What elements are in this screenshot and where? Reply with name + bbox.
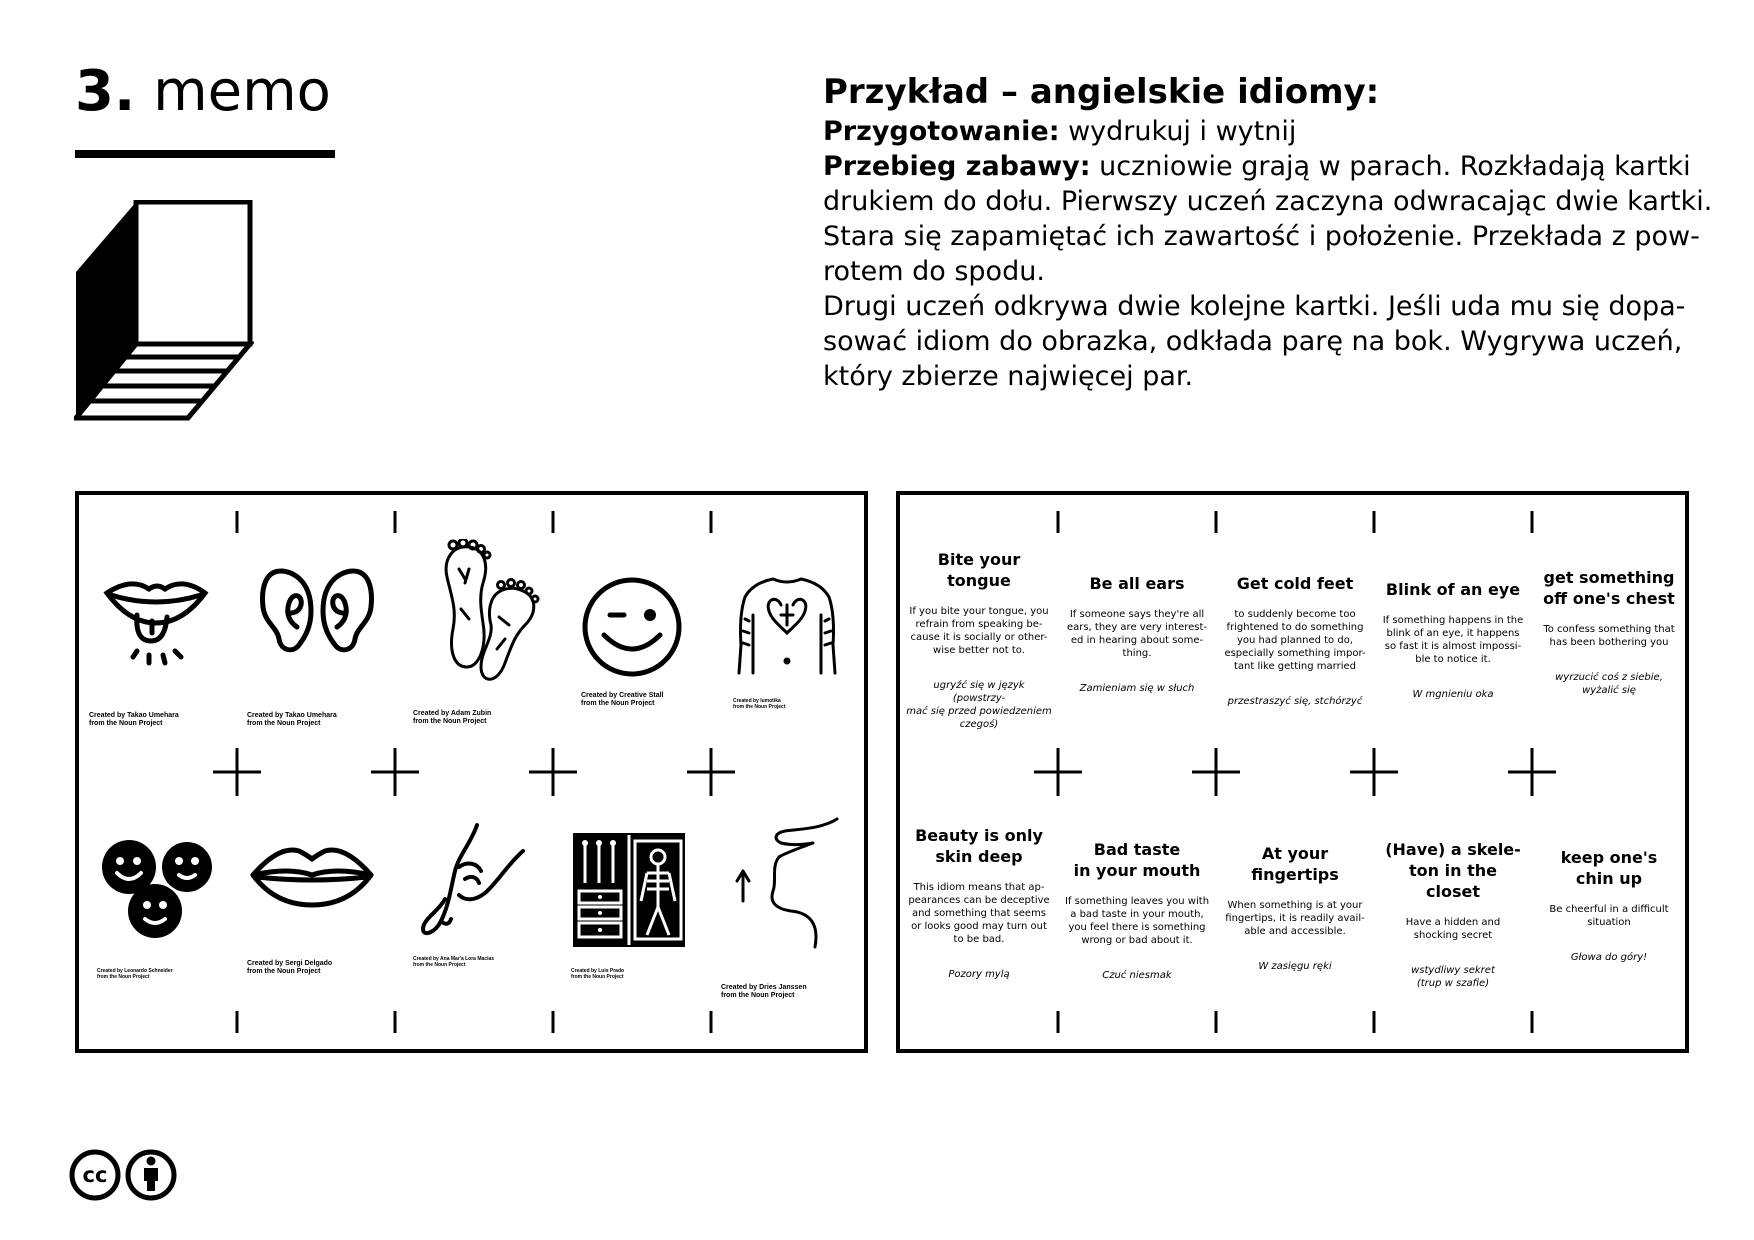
idiom-title: Beauty is only skin deep: [915, 826, 1043, 866]
tongue-out-mouth-icon: [101, 579, 211, 669]
idiom-translation: Zamieniam się w słuch: [1079, 683, 1195, 694]
idiom-definition: This idiom means that ap- pearances can be deceptive and something that seems or looks good may turn out to be bad.: [908, 882, 1050, 945]
attribution-person-icon: [128, 1152, 174, 1198]
page-title: [75, 59, 331, 124]
three-faces-icon: [99, 835, 217, 941]
lips-icon: [249, 841, 375, 911]
credit-line: Created by Takao Umehara from the Noun Project: [247, 712, 337, 727]
idiom-card: [1222, 843, 1368, 973]
idiom-definition: to suddenly become too frightened to do something you had planned to do, especially something impor- tant like getting married: [1224, 609, 1366, 672]
idiom-card: [906, 549, 1052, 731]
credit-line: Created by Dries Janssen from the Noun Project: [721, 984, 807, 999]
feet-icon: [439, 539, 543, 689]
skeleton-closet-icon: [571, 831, 687, 949]
idiom-title: Be all ears: [1089, 574, 1185, 593]
idiom-card: [1222, 573, 1368, 708]
credit-line: Created by Creative Stall from the Noun Project: [581, 692, 664, 707]
picture-cards-sheet: [75, 491, 868, 1053]
idiom-title: (Have) a skele- ton in the closet: [1385, 840, 1521, 901]
creative-commons-icon: [72, 1152, 118, 1198]
card-stack-icon: [74, 200, 254, 422]
preparation-line: Przygotowanie: wydrukuj i wytnij: [823, 116, 1297, 147]
title-underline: [75, 150, 335, 158]
idiom-definition: If something happens in the blink of an eye, it happens so fast it is almost impossi- ble to notice it.: [1382, 615, 1524, 665]
credit-line: Created by Takao Umehara from the Noun Project: [89, 712, 179, 727]
idiom-definition: To confess something that has been bothering you: [1543, 624, 1675, 648]
idiom-translation: przestraszyć się, stchórzyć: [1227, 696, 1363, 707]
credit-line: Created by Adam Zubin from the Noun Project: [413, 710, 492, 725]
course-line-5: Drugi uczeń odkrywa dwie kolejne kartki. Jeśli uda mu się dopa-: [823, 291, 1686, 322]
idiom-definition: Be cheerful in a difficult situation: [1549, 904, 1669, 928]
idiom-card: [1064, 573, 1210, 695]
course-line-3: Stara się zapamiętać ich zawartość i położenie. Przekłada z pow-: [823, 221, 1700, 252]
idiom-translation: wstydliwy sekret (trup w szafie): [1411, 965, 1495, 989]
idiom-cards-sheet: [896, 491, 1689, 1053]
idiom-card: [906, 825, 1052, 981]
idiom-card: [1380, 579, 1526, 701]
idiom-translation: Głowa do góry!: [1570, 952, 1648, 963]
idiom-card: [1536, 847, 1682, 964]
course-line-1: Przebieg zabawy: uczniowie grają w parach. Rozkładają kartki: [823, 151, 1691, 182]
idiom-card: [1536, 567, 1682, 697]
section-title: memo: [153, 59, 331, 124]
credit-line: Created by Ana Mar'a Lora Macias from the Noun Project: [413, 956, 495, 968]
idiom-title: Blink of an eye: [1385, 580, 1521, 599]
idiom-card: [1064, 839, 1210, 982]
idiom-definition: When something is at your fingertips, it is readily avail- able and accessible.: [1225, 900, 1365, 937]
idiom-definition: Have a hidden and shocking secret: [1405, 917, 1501, 941]
course-line-6: sować idiom do obrazka, odkłada parę na bok. Wygrywa uczeń,: [823, 326, 1683, 357]
instructions: [823, 72, 1723, 394]
idiom-translation: W mgnieniu oka: [1412, 689, 1494, 700]
idiom-translation: Czuć niesmak: [1102, 970, 1172, 981]
idiom-title: get something off one's chest: [1543, 568, 1675, 608]
cc-by-license: [68, 1148, 180, 1202]
idiom-translation: wyrzucić coś z siebie, wyżalić się: [1555, 672, 1663, 696]
section-number: 3.: [75, 59, 136, 124]
idiom-definition: If something leaves you with a bad taste in your mouth, you feel there is something wrong or bad about it.: [1064, 896, 1210, 946]
credit-line: Created by Sergi Delgado from the Noun Project: [247, 960, 333, 975]
credit-line: Created by lumotika from the Noun Project: [733, 698, 786, 710]
idiom-title: Bite your tongue: [937, 550, 1021, 590]
idiom-title: Get cold feet: [1236, 574, 1354, 593]
idiom-translation: Pozory mylą: [948, 969, 1010, 980]
fingertip-hand-icon: [419, 821, 527, 943]
course-line-4: rotem do spodu.: [823, 256, 1045, 287]
course-line-2: drukiem do dołu. Pierwszy uczeń zaczyna odwracając dwie kartki.: [823, 186, 1713, 217]
idiom-translation: W zasięgu ręki: [1258, 961, 1332, 972]
idiom-card: [1380, 839, 1526, 990]
credit-line: Created by Leonardo Schneider from the Noun Project: [97, 968, 173, 980]
idiom-translation: ugryźć się w język (powstrzy- mać się przed powiedzeniem czegoś): [906, 680, 1052, 730]
idiom-title: keep one's chin up: [1560, 848, 1658, 888]
idiom-title: Bad taste in your mouth: [1073, 840, 1201, 880]
chin-up-icon: [727, 815, 847, 953]
idiom-definition: If you bite your tongue, you refrain from speaking be- cause it is socially or other- wise better not to.: [909, 606, 1049, 656]
winking-face-icon: [580, 575, 684, 679]
course-line-7: który zbierze najwięcej par.: [823, 361, 1194, 392]
idiom-definition: If someone says they're all ears, they are very interest- ed in hearing about some- thing.: [1066, 609, 1208, 659]
ears-icon: [259, 567, 375, 655]
instructions-heading: Przykład – angielskie idiomy:: [823, 72, 1380, 112]
cc-text: cc: [82, 1163, 108, 1187]
idiom-title: At your fingertips: [1251, 844, 1339, 884]
credit-line: Created by Luis Prado from the Noun Project: [571, 968, 625, 980]
chest-heart-icon: [737, 575, 837, 677]
